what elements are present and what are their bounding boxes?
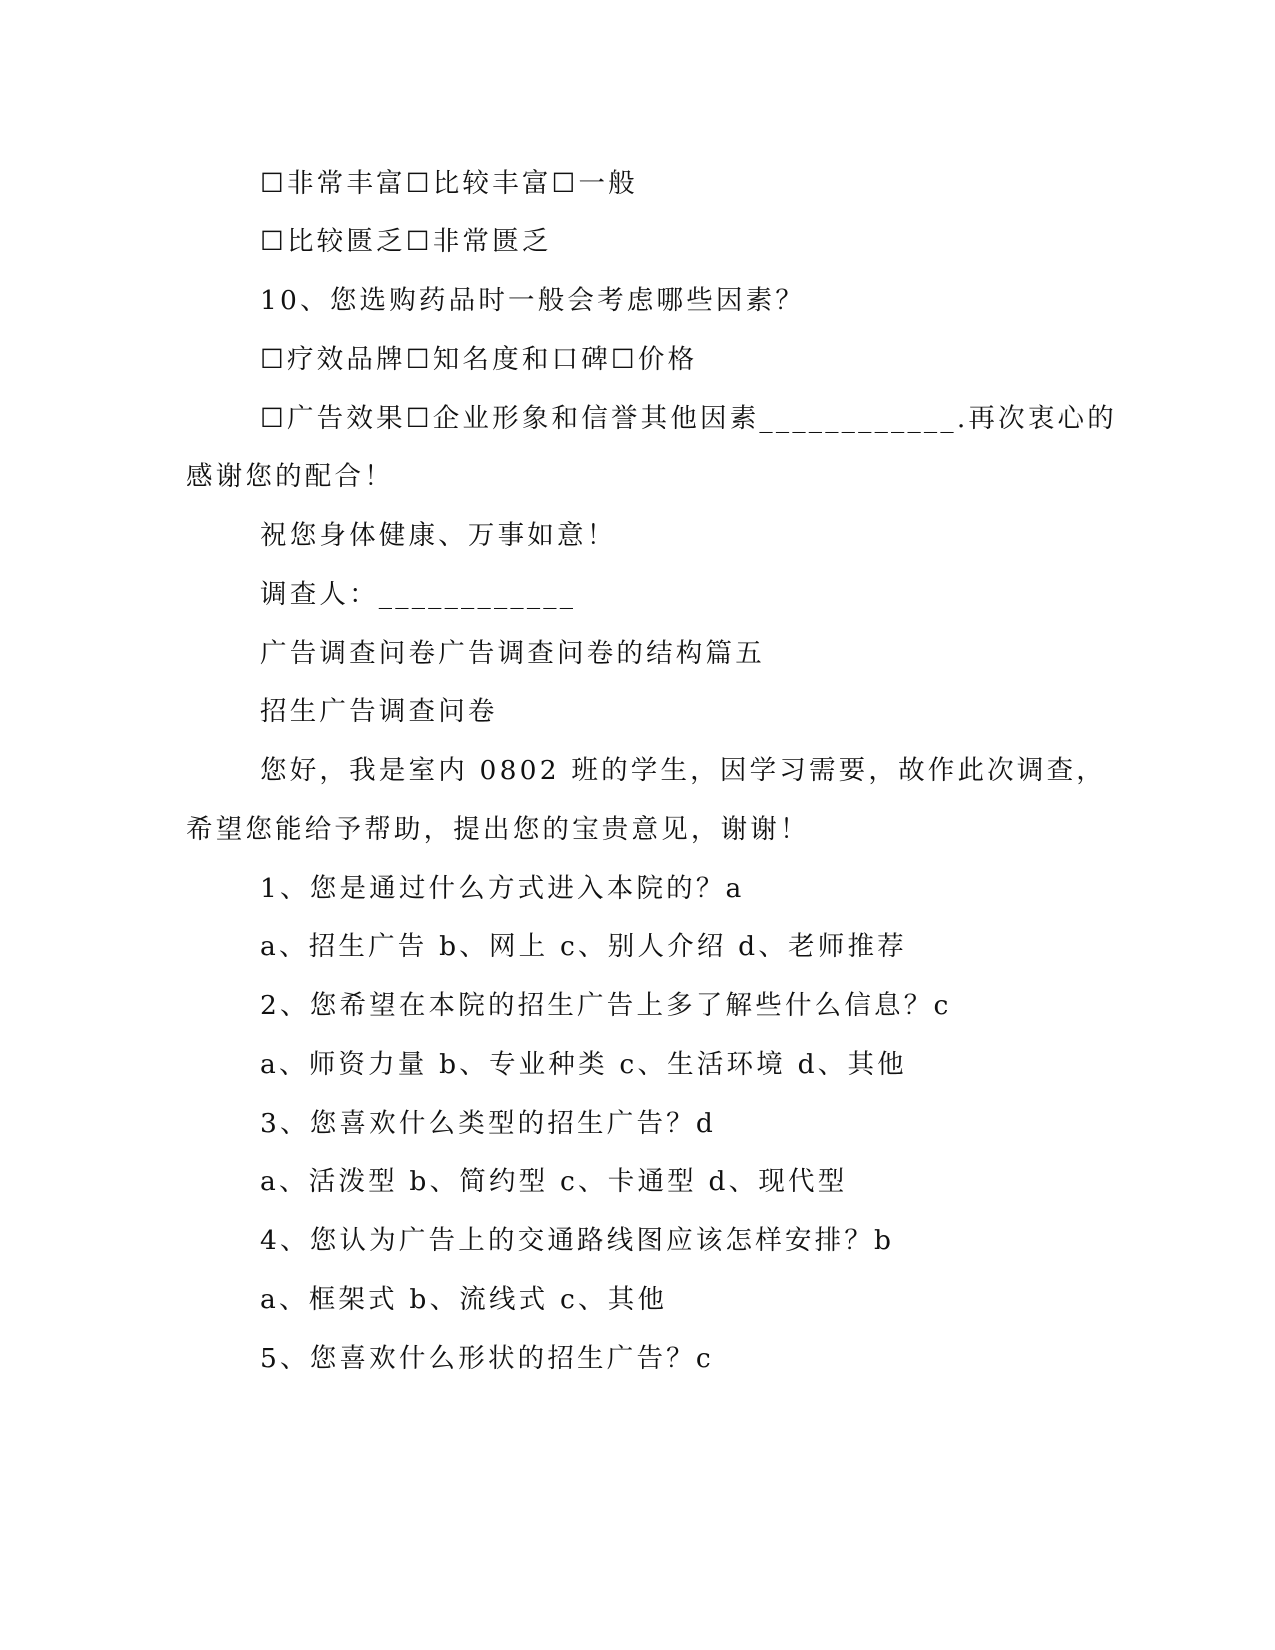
question-4-options: a、框架式 b、流线式 c、其他 [260,1284,668,1315]
intro-text-1: 您好，我是室内 0802 班的学生，因学习需要，故作此次调查， [260,755,1106,786]
checkbox-options-richness-2: ☐比较匮乏☐非常匮乏 [260,226,552,257]
question-2: 2、您希望在本院的招生广告上多了解些什么信息？c [260,990,952,1021]
question-10: 10、您选购药品时一般会考虑哪些因素？ [260,285,806,316]
section-heading: 广告调查问卷广告调查问卷的结构篇五 [260,638,765,669]
checkbox-options-richness-1: ☐非常丰富☐比较丰富☐一般 [260,168,638,199]
thanks-text: 感谢您的配合！ [186,461,394,492]
question-4: 4、您认为广告上的交通路线图应该怎样安排？b [260,1225,895,1256]
question-2-options: a、师资力量 b、专业种类 c、生活环境 d、其他 [260,1049,907,1080]
question-1-options: a、招生广告 b、网上 c、别人介绍 d、老师推荐 [260,931,907,962]
question-5: 5、您喜欢什么形状的招生广告？c [260,1343,714,1374]
checkbox-options-factors-2: ☐广告效果☐企业形象和信誉其他因素____________.再次衷心的 [260,403,1117,434]
question-3: 3、您喜欢什么类型的招生广告？d [260,1108,717,1139]
survey-title: 招生广告调查问卷 [260,696,498,727]
surveyor-line: 调查人：____________ [260,579,577,610]
intro-text-2: 希望您能给予帮助，提出您的宝贵意见，谢谢！ [186,814,810,845]
question-1: 1、您是通过什么方式进入本院的？a [260,873,745,904]
question-3-options: a、活泼型 b、简约型 c、卡通型 d、现代型 [260,1166,848,1197]
checkbox-options-factors-1: ☐疗效品牌☐知名度和口碑☐价格 [260,344,698,375]
wishes-text: 祝您身体健康、万事如意！ [260,520,617,551]
